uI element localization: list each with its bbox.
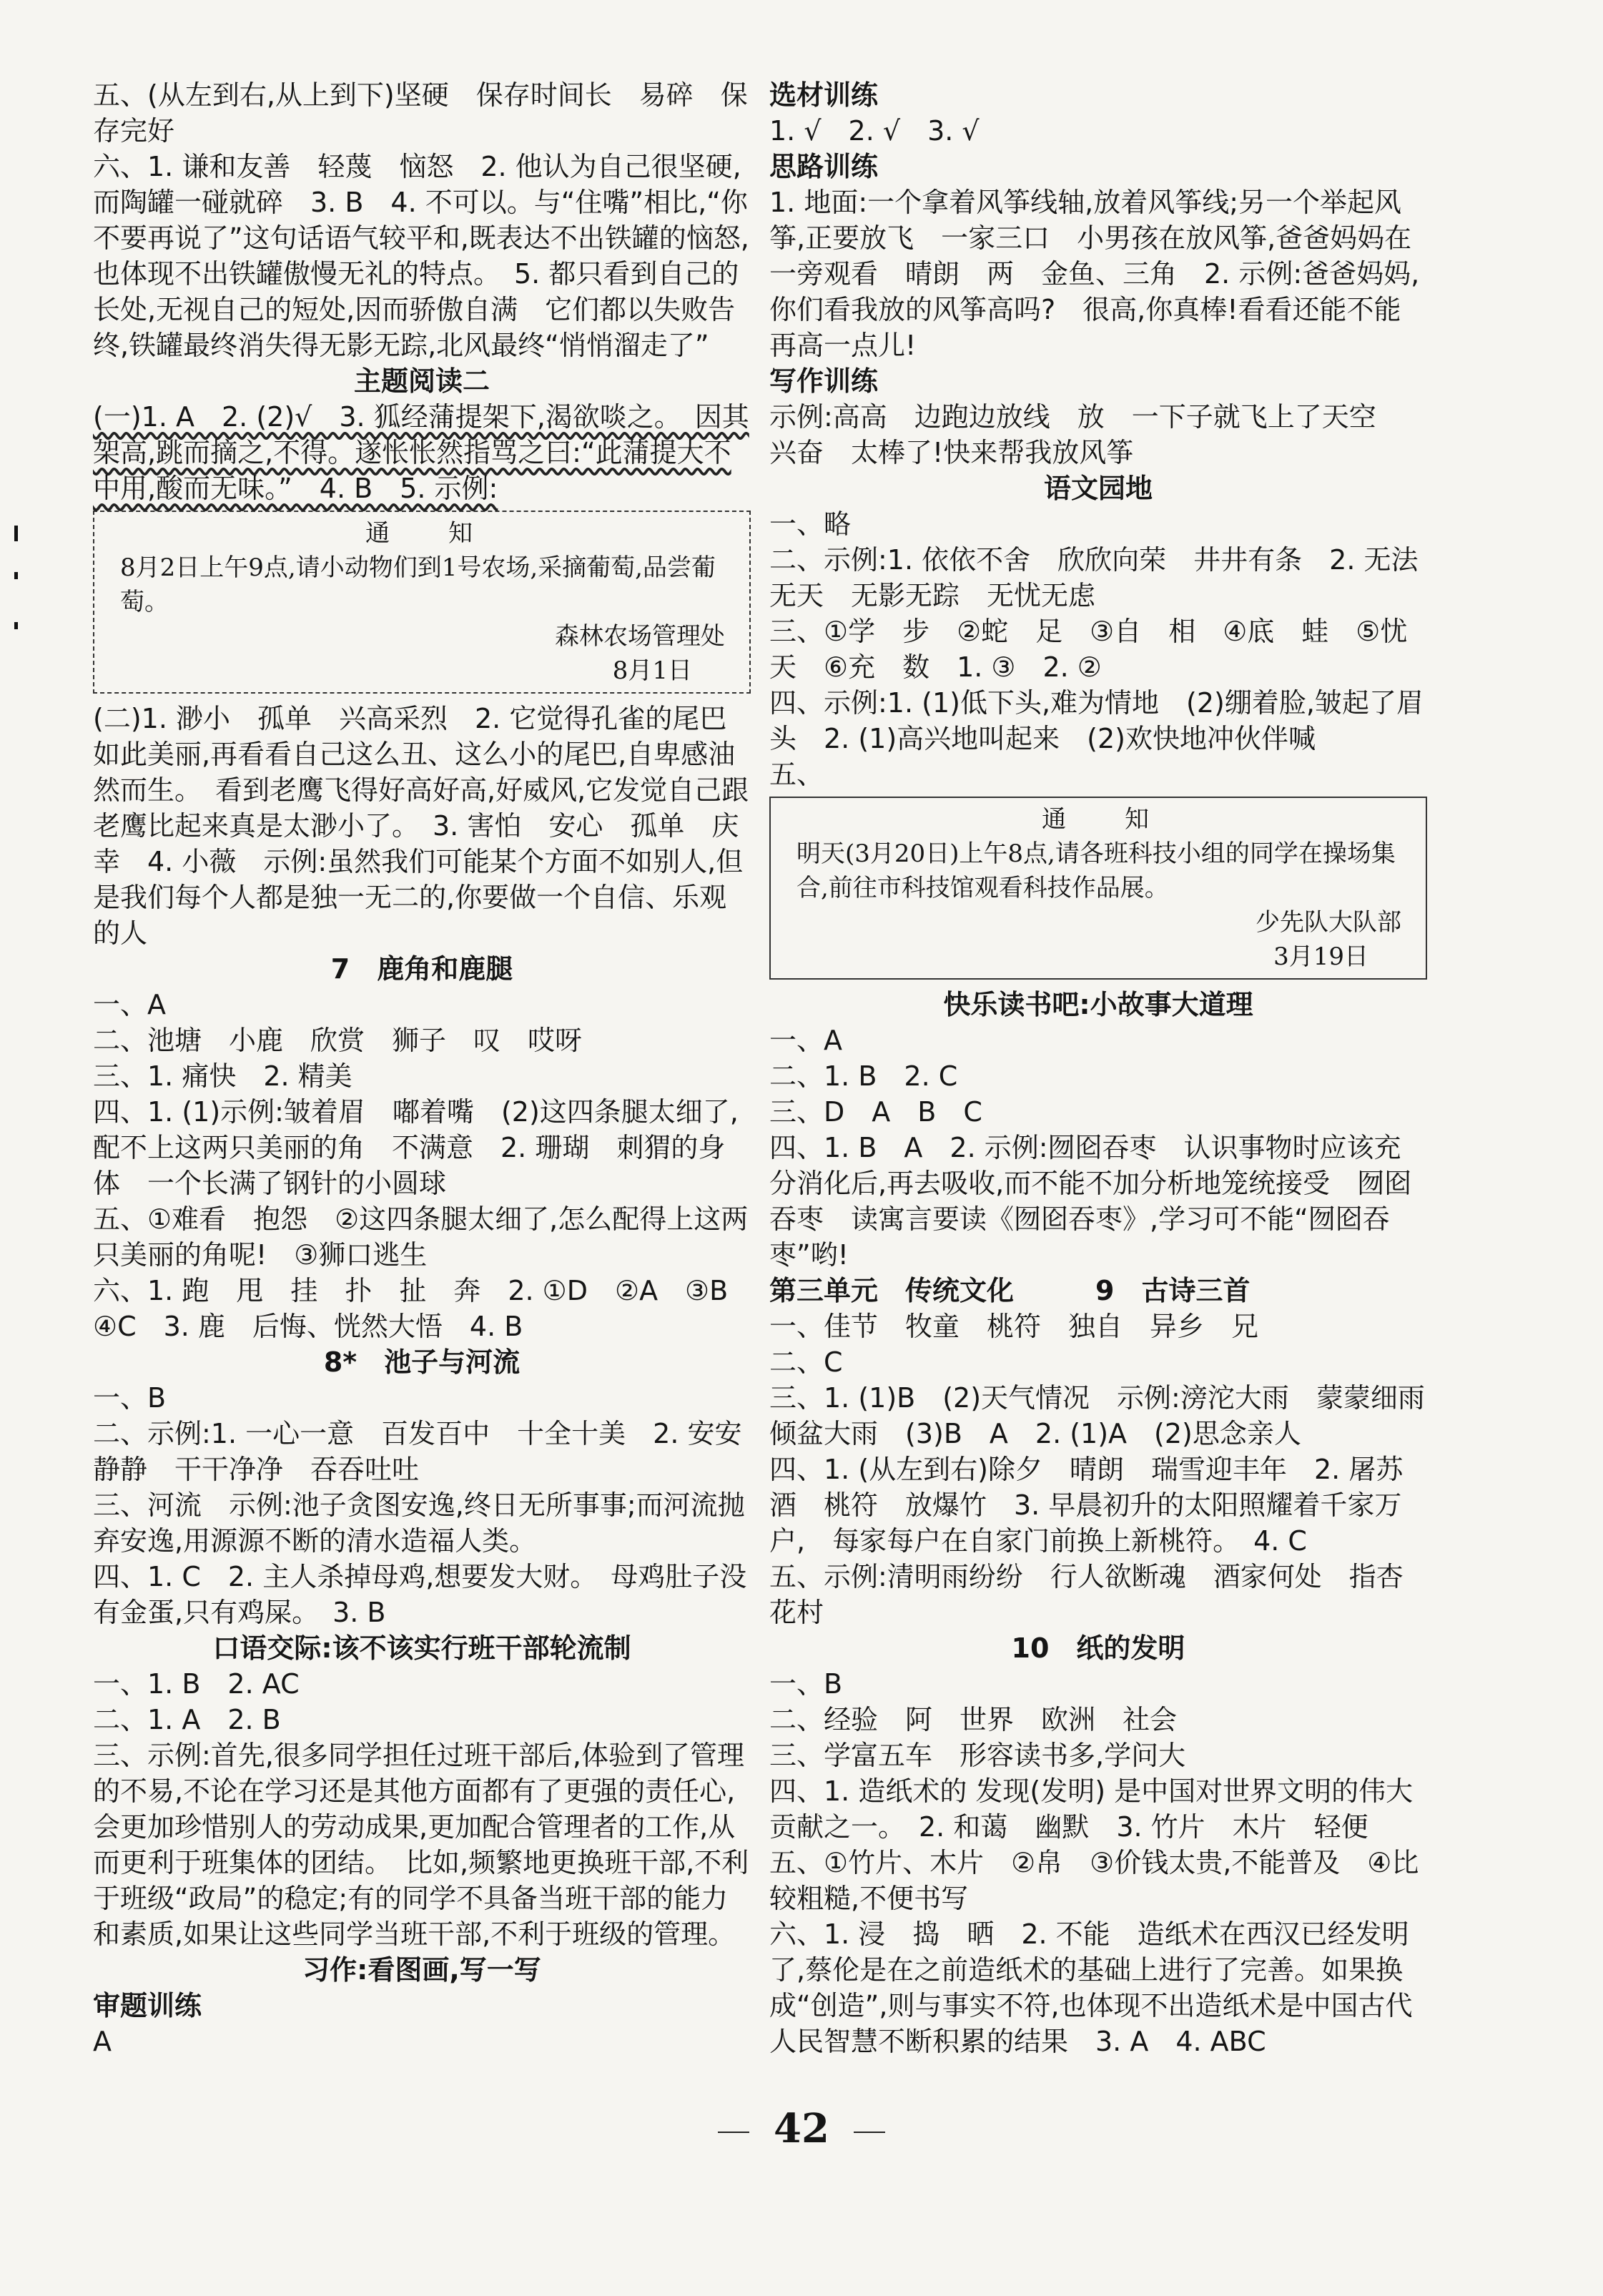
answer-paragraph: 二、示例:1. 依依不舍 欣欣向荣 井井有条 2. 无法无天 无影无踪 无忧无虑 <box>769 544 1419 611</box>
unit-heading: 第三单元 传统文化 9 古诗三首 <box>769 1275 1251 1306</box>
answer-paragraph: 五、示例:清明雨纷纷 行人欲断魂 酒家何处 指杏花村 <box>769 1561 1404 1628</box>
section-heading: 语文园地 <box>1043 473 1153 504</box>
answer-line: 一、1. B 2. AC <box>93 1668 300 1700</box>
section-heading: 口语交际:该不该实行班干部轮流制 <box>212 1632 631 1664</box>
section-heading: 习作:看图画,写一写 <box>302 1954 541 1986</box>
notice-signature: 少先队大队部 <box>1256 908 1401 937</box>
answer-line: 一、略 <box>769 508 852 540</box>
answer-paragraph: 三、1. (1)B (2)天气情况 示例:滂沱大雨 蒙蒙细雨 倾盆大雨 (3)B A 2. (1)A (2)思念亲人 <box>769 1382 1452 1449</box>
answer-paragraph: (二)1. 渺小 孤单 兴高采烈 2. 它觉得孔雀的尾巴如此美丽,再看看自己这么丑、这么小的尾巴,自卑感油然而生。 看到老鹰飞得好高好高,好威风,它发觉自己跟老鹰比起来真是太渺小了。 3. 害怕 安心 孤单 庆幸 4. 小薇 示例:虽然我们可能某个方面不如别人,但是我们每个人都是独一无二的,你要做一个自信、乐观的人 <box>93 703 749 949</box>
answer-line: 一、A <box>769 1025 842 1056</box>
sub-heading: 思路训练 <box>769 151 879 182</box>
answer-paragraph: 四、1. (1)示例:皱着眉 嘟着嘴 (2)这四条腿太细了,配不上这两只美丽的角 不满意 2. 珊瑚 刺猬的身体 一个长满了钢针的小圆球 <box>93 1096 739 1199</box>
answer-line: 二、1. A 2. B <box>93 1704 281 1735</box>
right-column <box>769 77 1452 2059</box>
notice-date: 3月19日 <box>1273 942 1368 971</box>
sub-heading: 审题训练 <box>93 1990 202 2021</box>
page-number-dash-right <box>854 2132 885 2133</box>
notice-body: 8月2日上午9点,请小动物们到1号农场,采摘葡萄,品尝葡萄。 <box>120 553 716 616</box>
answer-paragraph: 六、1. 跑 甩 挂 扑 扯 奔 2. ①D ②A ③B ④C 3. 鹿 后悔、恍然大悟 4. B <box>93 1275 756 1342</box>
answer-paragraph: 四、1. (从左到右)除夕 晴朗 瑞雪迎丰年 2. 屠苏酒 桃符 放爆竹 3. 早晨初升的太阳照耀着千家万户, 每家每户在自家门前换上新桃符。 4. C <box>769 1454 1404 1557</box>
scan-mark <box>14 622 18 629</box>
answer-line: A <box>93 2026 112 2057</box>
answer-line: 二、经验 阿 世界 欧洲 社会 <box>769 1704 1178 1735</box>
left-column <box>93 77 756 2059</box>
answer-paragraph: 四、示例:1. (1)低下头,难为情地 (2)绷着脸,皱起了眉头 2. (1)高兴地叫起来 (2)欢快地冲伙伴喊 <box>769 687 1424 754</box>
notice-signature: 森林农场管理处 <box>555 622 725 651</box>
answer-line: 1. √ 2. √ 3. √ <box>769 115 980 147</box>
answer-paragraph: 六、1. 浸 捣 晒 2. 不能 造纸术在西汉已经发明了,蔡伦是在之前造纸术的基础上进行了完善。如果换成“创造”,则与事实不符,也体现不出造纸术是中国古代人民智慧不断积累的结果 3. A 4. ABC <box>769 1918 1413 2057</box>
answer-line: 一、B <box>93 1382 167 1414</box>
page-number: 42 <box>774 2105 829 2152</box>
answer-line: 三、D A B C <box>769 1096 982 1128</box>
notice-title: 通 知 <box>365 519 490 548</box>
section-heading: 快乐读书吧:小故事大道理 <box>943 989 1253 1020</box>
answer-paragraph: 五、①竹片、木片 ②帛 ③价钱太贵,不能普及 ④比较粗糙,不便书写 <box>769 1847 1419 1914</box>
lesson-heading: 10 纸的发明 <box>1011 1632 1185 1664</box>
answer-paragraph: 1. 地面:一个拿着风筝线轴,放着风筝线;另一个举起风筝,正要放飞 一家三口 小男孩在放风筝,爸爸妈妈在一旁观看 晴朗 两 金鱼、三角 2. 示例:爸爸妈妈,你们看我放的风筝高吗? 很高,你真棒!看看还能不能再高一点儿! <box>769 187 1420 361</box>
answer-line: 二、池塘 小鹿 欣赏 狮子 叹 哎呀 <box>93 1025 583 1056</box>
answer-line: 三、1. 痛快 2. 精美 <box>93 1060 352 1092</box>
lesson-heading: 7 鹿角和鹿腿 <box>330 953 513 985</box>
notice-date: 8月1日 <box>612 656 692 685</box>
answer-paragraph: 五、(从左到右,从上到下)坚硬 保存时间长 易碎 保存完好 <box>93 79 748 147</box>
answer-line: 一、B <box>769 1668 843 1700</box>
answer-line: 三、学富五车 形容读书多,学问大 <box>769 1740 1186 1771</box>
answer-paragraph: 示例:高高 边跑边放线 放 一下子就飞上了天空 兴奋 太棒了!快来帮我放风筝 <box>769 401 1404 468</box>
answer-paragraph: (一)1. A 2. (2)√ 3. 狐经蒲提架下,渴欲啖之。 因其架高,跳而摘之,不得。遂怅怅然指骂之曰:“此蒲提大不中用,酸而无味。” 4. B 5. 示例: <box>93 401 749 504</box>
notice-box <box>93 511 751 694</box>
answer-line: 一、A <box>93 989 166 1020</box>
answer-paragraph: 三、①学 步 ②蛇 足 ③自 相 ④底 蛙 ⑤忧 天 ⑥充 数 1. ③ 2. ② <box>769 616 1435 683</box>
answer-line: 二、1. B 2. C <box>769 1060 958 1092</box>
answer-paragraph: 四、1. B A 2. 示例:囫囵吞枣 认识事物时应该充分消化后,再去吸收,而不能不加分析地笼统接受 囫囵吞枣 读寓言要读《囫囵吞枣》,学习可不能“囫囵吞枣”哟! <box>769 1132 1412 1271</box>
answer-paragraph: 五、①难看 抱怨 ②这四条腿太细了,怎么配得上这两只美丽的角呢! ③狮口逃生 <box>93 1203 749 1271</box>
answer-paragraph: 四、1. 造纸术的 发现(发明) 是中国对世界文明的伟大贡献之一。 2. 和蔼 幽默 3. 竹片 木片 轻便 <box>769 1775 1414 1843</box>
answer-line: 五、 <box>769 759 824 790</box>
answer-line: 一、佳节 牧童 桃符 独自 异乡 兄 <box>769 1311 1259 1342</box>
answer-paragraph: 二、示例:1. 一心一意 百发百中 十全十美 2. 安安静静 干干净净 吞吞吐吐 <box>93 1418 742 1485</box>
answer-paragraph: 六、1. 谦和友善 轻蔑 恼怒 2. 他认为自己很坚硬,而陶罐一碰就碎 3. B 4. 不可以。与“住嘴”相比,“你不要再说了”这句话语气较平和,既表达不出铁罐的恼怒,也体现不出铁罐傲慢无礼的特点。 5. 都只看到自己的长处,无视自己的短处,因而骄傲自满 它们都以失败告终,铁罐最终消失得无影无踪,北风最终“悄悄溜走了” <box>93 151 749 361</box>
sub-heading: 写作训练 <box>769 365 879 397</box>
scan-mark <box>14 526 18 541</box>
notice-box <box>769 797 1427 980</box>
lesson-heading: 8* 池子与河流 <box>323 1346 521 1378</box>
sub-heading: 选材训练 <box>769 79 879 111</box>
answer-paragraph: 三、示例:首先,很多同学担任过班干部后,体验到了管理的不易,不论在学习还是其他方面都有了更强的责任心,会更加珍惜别人的劳动成果,更加配合管理者的工作,从而更利于班集体的团结。 比如,频繁地更换班干部,不利于班级“政局”的稳定;有的同学不具备当班干部的能力和素质,如果让这些同学当班干部,不利于班级的管理。 <box>93 1740 749 1950</box>
answer-line: 二、C <box>769 1346 843 1378</box>
answer-paragraph: 四、1. C 2. 主人杀掉母鸡,想要发大财。 母鸡肚子没有金蛋,只有鸡屎。 3. B <box>93 1561 747 1628</box>
section-heading: 主题阅读二 <box>353 365 490 397</box>
answer-paragraph: 三、河流 示例:池子贪图安逸,终日无所事事;而河流抛弃安逸,用源源不断的清水造福人类。 <box>93 1489 745 1557</box>
notice-title: 通 知 <box>1042 805 1166 834</box>
scan-mark <box>14 572 18 579</box>
notice-body: 明天(3月20日)上午8点,请各班科技小组的同学在操场集合,前往市科技馆观看科技作品展。 <box>796 839 1396 902</box>
